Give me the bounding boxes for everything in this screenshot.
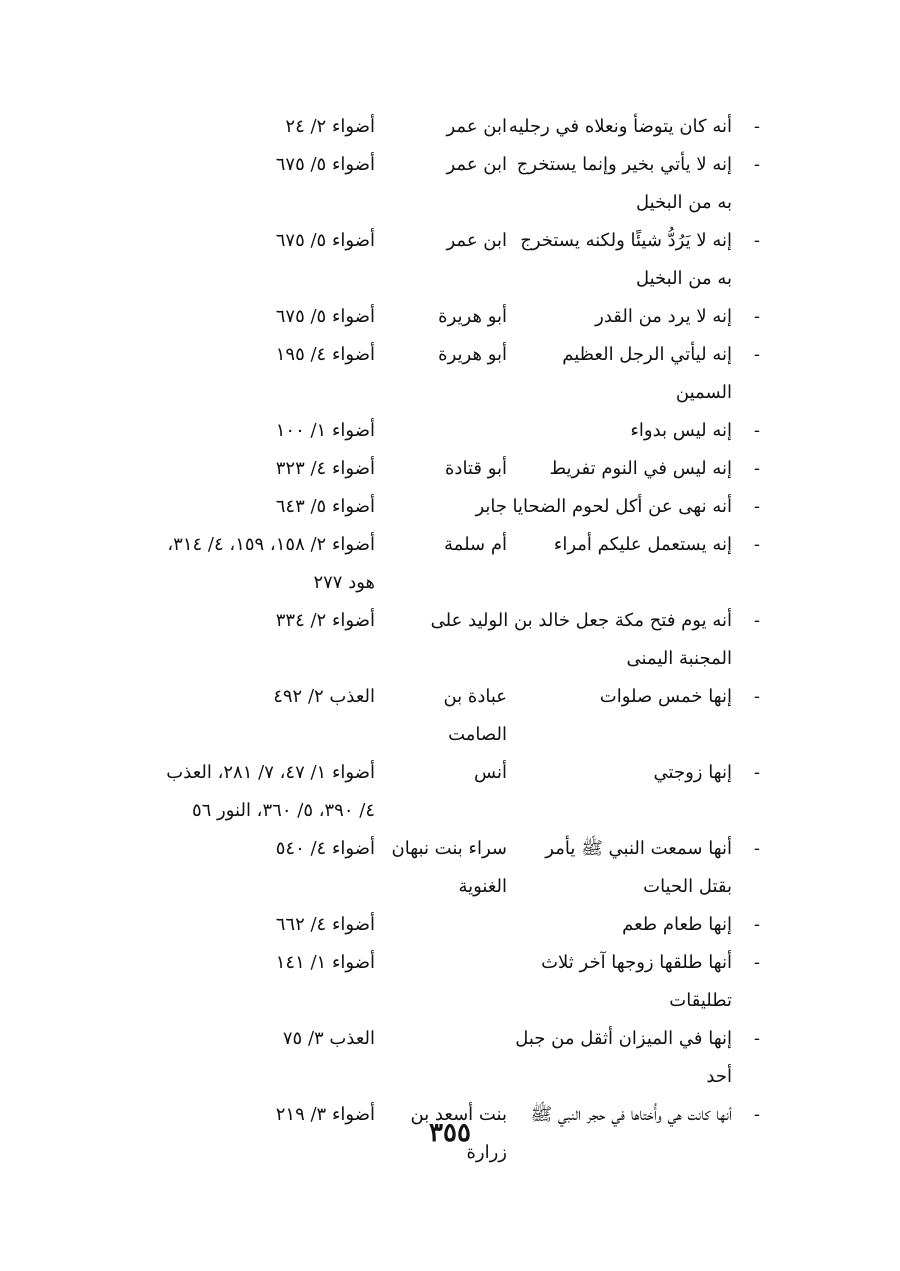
hadith-text: إنه لا يرد من القدر [595,306,732,327]
hadith-text: إنها طعام طعم [622,914,732,935]
entry-dash: - [753,116,760,137]
entry-dash: - [753,838,760,859]
page-number: ٣٥٥ [429,1118,471,1148]
source-reference: أضواء ٣/ ٢١٩ [275,1104,375,1125]
entry-dash: - [753,534,760,555]
source-reference: أضواء ٤/ ١٩٥ [275,344,375,365]
entry-dash: - [753,1028,760,1049]
entry-dash: - [753,154,760,175]
hadith-entry [120,222,760,298]
entry-dash: - [753,762,760,783]
narrator-name: ابن عمر [446,116,507,137]
entry-dash: - [753,914,760,935]
entry-dash: - [753,952,760,973]
entry-dash: - [753,420,760,441]
hadith-text: إنها في الميزان أثقل من جبل أحد [515,1028,732,1087]
hadith-text: إنها زوجتي [653,762,732,783]
hadith-text: أنها طلقها زوجها آخر ثلاث تطليقات [541,952,732,1011]
hadith-text: إنه يستعمل عليكم أمراء [553,534,732,555]
entry-dash: - [753,230,760,251]
hadith-index-list [120,108,760,1172]
source-reference: أضواء ٤/ ٦٦٢ [275,914,375,935]
narrator-name: ابن عمر [446,154,507,175]
entry-dash: - [753,344,760,365]
hadith-entry [120,146,760,222]
hadith-text: أنه يوم فتح مكة جعل خالد بن الوليد على المجنبة اليمنى [430,610,732,669]
hadith-entry [120,336,760,412]
source-reference: أضواء ٤/ ٥٤٠ [275,838,375,859]
source-reference: أضواء ٢/ ٢٤ [285,116,375,137]
entry-dash: - [753,496,760,517]
hadith-text: أنه كان يتوضأ ونعلاه في رجليه [508,116,732,137]
hadith-entry [120,450,760,488]
hadith-text: إنه لا يَرُدُّ شيئًا ولكنه يستخرج به من البخيل [520,230,732,289]
narrator-name: أم سلمة [444,534,507,555]
hadith-entry [120,678,760,754]
source-reference: أضواء ٤/ ٣٢٣ [275,458,375,479]
hadith-entry [120,108,760,146]
source-reference: أضواء ٥/ ٦٤٣ [275,496,375,517]
hadith-text: أنه نهى عن أكل لحوم الضحايا [512,496,732,517]
hadith-entry [120,830,760,906]
hadith-text: إنها خمس صلوات [599,686,732,707]
source-reference: أضواء ٥/ ٦٧٥ [275,230,375,251]
hadith-text: إنه لا يأتي بخير وإنما يستخرج به من البخيل [516,154,732,213]
entry-dash: - [753,610,760,631]
narrator-name: أبو قتادة [445,458,507,479]
hadith-text: أنها كانت هي وأُختاها في حجر النبي ﷺ [530,1104,732,1125]
hadith-text: إنه ليس بدواء [630,420,732,441]
entry-dash: - [753,458,760,479]
hadith-entry [120,298,760,336]
source-reference: أضواء ٢/ ٣٣٤ [275,610,375,631]
source-reference: أضواء ١/ ٤٧، ٧/ ٢٨١، العذب ٤/ ٣٩٠، ٥/ ٣٦٠، النور ٥٦ [166,762,375,821]
entry-dash: - [753,306,760,327]
narrator-name: أبو هريرة [438,344,507,365]
hadith-entry [120,754,760,830]
source-reference: العذب ٢/ ٤٩٢ [273,686,375,707]
source-reference: أضواء ١/ ١٤١ [275,952,375,973]
source-reference: أضواء ٥/ ٦٧٥ [275,306,375,327]
hadith-text: إنه ليس في النوم تفريط [549,458,732,479]
hadith-entry [120,1020,760,1096]
entry-dash: - [753,1104,760,1125]
narrator-name: سراء بنت نبهان الغنوية [391,838,507,897]
narrator-name: بنت أسعد بن زرارة [410,1104,507,1163]
hadith-entry [120,602,760,678]
narrator-name: أبو هريرة [438,306,507,327]
source-reference: أضواء ٢/ ١٥٨، ١٥٩، ٤/ ٣١٤، هود ٢٧٧ [167,534,375,593]
entry-dash: - [753,686,760,707]
narrator-name: جابر [475,496,507,517]
hadith-entry [120,906,760,944]
hadith-text: إنه ليأتي الرجل العظيم السمين [562,344,732,403]
narrator-name: ابن عمر [446,230,507,251]
hadith-entry [120,526,760,602]
hadith-entry [120,488,760,526]
source-reference: العذب ٣/ ٧٥ [282,1028,375,1049]
narrator-name: أنس [474,762,507,783]
source-reference: أضواء ٥/ ٦٧٥ [275,154,375,175]
narrator-name: عبادة بن الصامت [443,686,507,745]
hadith-entry [120,412,760,450]
source-reference: أضواء ١/ ١٠٠ [275,420,375,441]
hadith-entry [120,944,760,1020]
hadith-text: أنها سمعت النبي ﷺ يأمر بقتل الحيات [545,838,732,897]
